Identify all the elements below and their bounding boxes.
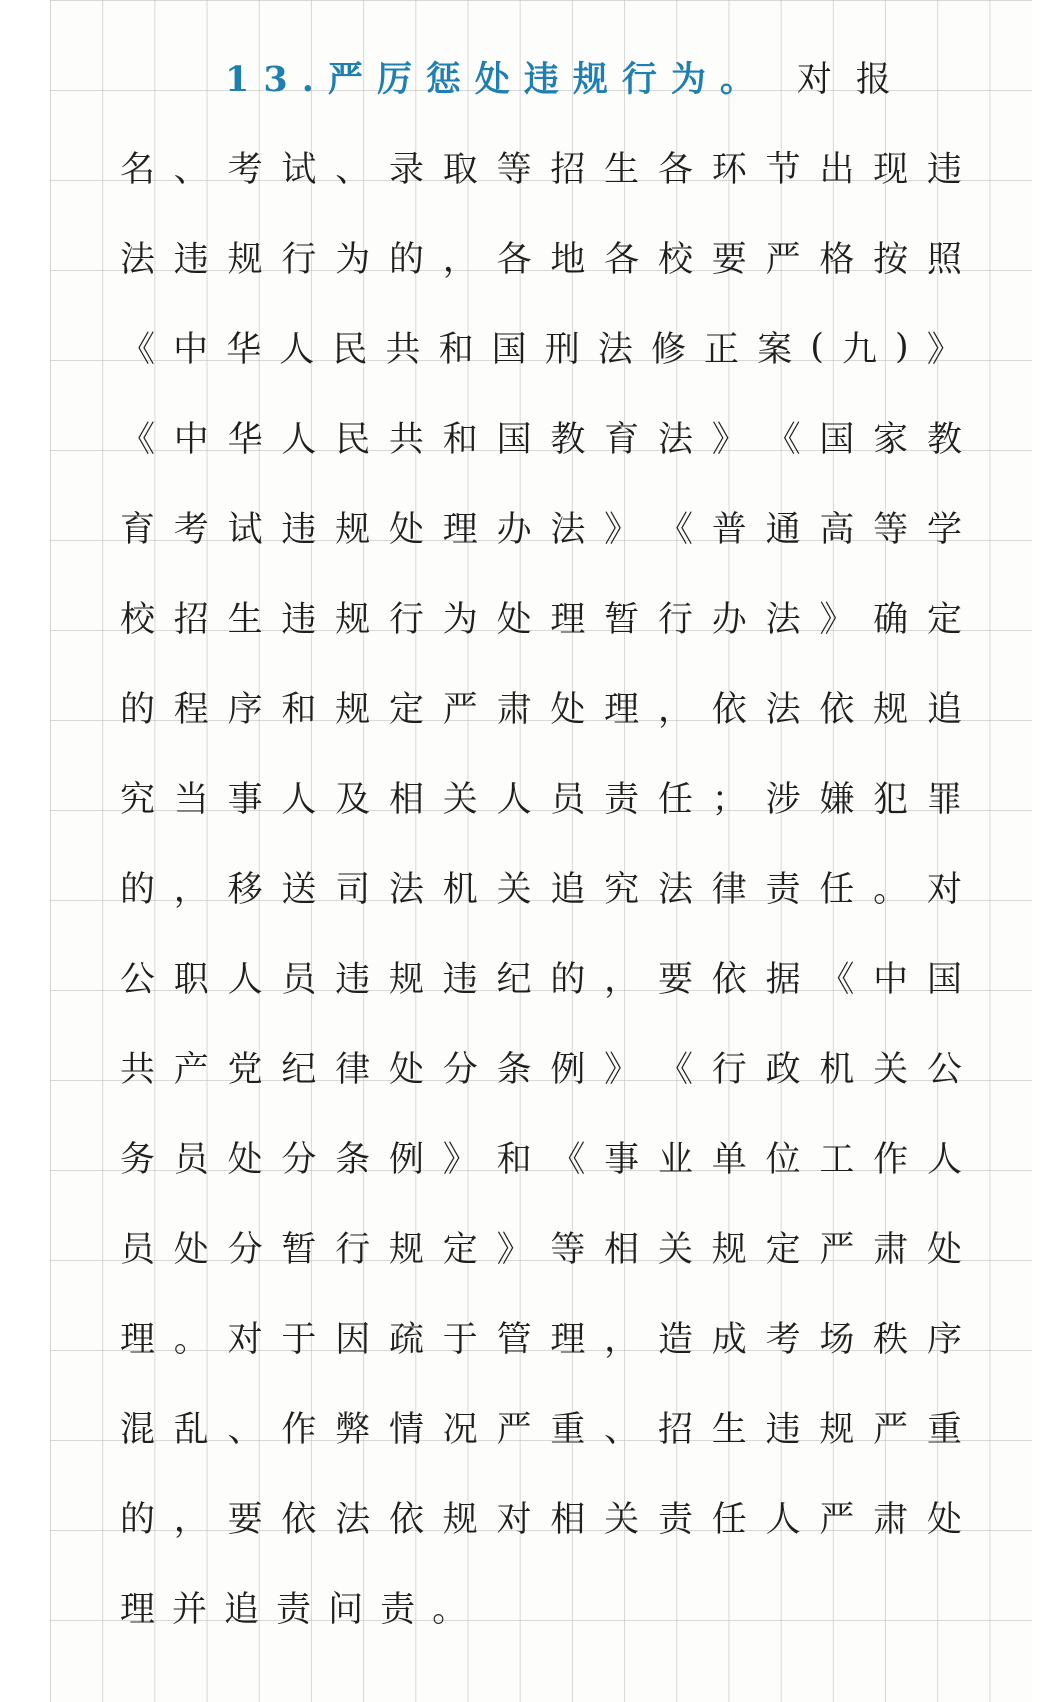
text-char: 案 (757, 330, 793, 370)
text-char: 办 (496, 510, 532, 550)
text-char: 节 (765, 150, 801, 190)
text-char: 公 (120, 960, 156, 1000)
text-char: 《 (120, 330, 156, 370)
text-char: 相 (388, 780, 424, 820)
text-char: 处 (926, 1500, 962, 1540)
text-char: ( (810, 327, 824, 367)
text-char: 人 (227, 960, 263, 1000)
text-char: 违 (765, 1410, 801, 1450)
text-char: 分 (227, 1230, 263, 1270)
text-char: 程 (173, 690, 209, 730)
text-char: 普 (711, 510, 747, 550)
text-line (120, 1292, 962, 1382)
text-char: 及 (335, 780, 371, 820)
text-char: 理 (550, 600, 586, 640)
text-char: 违 (442, 960, 478, 1000)
text-char: 定 (388, 690, 424, 730)
text-char: 责 (657, 1500, 693, 1540)
text-char: 《 (657, 1050, 693, 1090)
page-left-margin (0, 0, 50, 1702)
handwritten-text-block (120, 32, 962, 1652)
text-char: 理 (120, 1590, 156, 1630)
text-char: 肃 (873, 1500, 909, 1540)
text-char: 。 (873, 870, 909, 910)
text-char: 高 (819, 510, 855, 550)
text-char: 任 (819, 870, 855, 910)
text-line (120, 1202, 962, 1292)
text-char: 《 (657, 510, 693, 550)
text-char: 严 (765, 240, 801, 280)
text-line-first (120, 32, 962, 122)
text-char: 》 (442, 1140, 478, 1180)
text-char: 共 (388, 420, 424, 460)
text-char: 严 (442, 690, 478, 730)
text-char: 位 (765, 1140, 801, 1180)
text-char: 严 (873, 1410, 909, 1450)
text-char: 生 (711, 1410, 747, 1450)
text-char: 共 (120, 1050, 156, 1090)
text-char: 处 (227, 1140, 263, 1180)
text-char: 事 (604, 1140, 640, 1180)
text-char: 九 (841, 330, 877, 370)
text-char: 各 (496, 240, 532, 280)
text-char: 处 (496, 600, 532, 640)
text-char: 等 (550, 1230, 586, 1270)
text-char: ， (173, 1500, 209, 1540)
text-char: 照 (926, 240, 962, 280)
text-char: 关 (496, 870, 532, 910)
text-char: 责 (765, 870, 801, 910)
text-char: 各 (604, 240, 640, 280)
text-char: 肃 (873, 1230, 909, 1270)
text-line (120, 1112, 962, 1202)
text-char: 理 (442, 510, 478, 550)
text-char: 规 (388, 960, 424, 1000)
text-char: 严 (819, 1500, 855, 1540)
text-char: 规 (819, 1410, 855, 1450)
text-char: 民 (332, 330, 368, 370)
text-line (120, 842, 962, 932)
text-char: 条 (335, 1140, 371, 1180)
text-char: 相 (604, 1230, 640, 1270)
text-char: 格 (819, 240, 855, 280)
text-line (120, 932, 962, 1022)
text-char: 疏 (388, 1320, 424, 1360)
text-char: 例 (550, 1050, 586, 1090)
text-char: 据 (765, 960, 801, 1000)
text-line (120, 1382, 962, 1472)
text-char: 中 (873, 960, 909, 1000)
text-char: 律 (335, 1050, 371, 1090)
text-char: 》 (496, 1230, 532, 1270)
text-char: 》 (604, 1050, 640, 1090)
text-char: 犯 (873, 780, 909, 820)
text-char: 究 (120, 780, 156, 820)
text-char: 成 (711, 1320, 747, 1360)
text-char: 追 (224, 1590, 260, 1630)
text-char: 情 (388, 1410, 424, 1450)
text-char: 分 (281, 1140, 317, 1180)
section-heading: 13.严厉惩处违规行为。 (225, 59, 769, 100)
text-char: 出 (819, 150, 855, 190)
text-char: 党 (227, 1050, 263, 1090)
text-char: 序 (227, 690, 263, 730)
text-char: 人 (279, 330, 315, 370)
text-line (120, 1472, 962, 1562)
text-char: 学 (926, 510, 962, 550)
text-char: 规 (388, 1230, 424, 1270)
text-char: 、 (227, 1410, 263, 1450)
text-char: 规 (335, 690, 371, 730)
text-char: 通 (765, 510, 801, 550)
text-line (120, 122, 962, 212)
text-line (120, 482, 962, 572)
text-char: 取 (442, 150, 478, 190)
text-char: 、 (604, 1410, 640, 1450)
text-char: 试 (227, 510, 263, 550)
text-char: 依 (819, 690, 855, 730)
text-char: 考 (765, 1320, 801, 1360)
text-char: 的 (388, 240, 424, 280)
text-char: 规 (711, 1230, 747, 1270)
text-char: 为 (335, 240, 371, 280)
text-char: 》 (711, 420, 747, 460)
text-char: 理 (550, 1320, 586, 1360)
text-char: ， (604, 960, 640, 1000)
text-char: 国 (491, 330, 527, 370)
text-char: 秩 (873, 1320, 909, 1360)
text-line (120, 1022, 962, 1112)
text-char: 政 (765, 1050, 801, 1090)
text-char: 机 (819, 1050, 855, 1090)
text-char: 责 (604, 780, 640, 820)
text-char: 序 (926, 1320, 962, 1360)
text-char: 严 (496, 1410, 532, 1450)
text-char: 修 (650, 330, 686, 370)
text-char: 正 (704, 330, 740, 370)
text-char: 对 (926, 870, 962, 910)
text-char: 规 (442, 1500, 478, 1540)
text-char: 规 (227, 240, 263, 280)
text-char: 现 (873, 150, 909, 190)
text-char: 各 (657, 150, 693, 190)
text-char: 的 (550, 960, 586, 1000)
text-char: 》 (604, 510, 640, 550)
text-char: 作 (873, 1140, 909, 1180)
text-char: 法 (550, 510, 586, 550)
text-line (120, 392, 962, 482)
text-char: 员 (281, 960, 317, 1000)
text-char: 司 (335, 870, 371, 910)
text-char: 《 (765, 420, 801, 460)
text-char: 涉 (765, 780, 801, 820)
text-char: 重 (926, 1410, 962, 1450)
text-char: 况 (442, 1410, 478, 1450)
text-char: 行 (281, 240, 317, 280)
text-char: 依 (281, 1500, 317, 1540)
text-char: 华 (226, 330, 262, 370)
text-char: 依 (388, 1500, 424, 1540)
text-char: 例 (388, 1140, 424, 1180)
text-char: 送 (281, 870, 317, 910)
text-char: 。 (173, 1320, 209, 1360)
text-char: 定 (926, 600, 962, 640)
text-char: 刑 (544, 330, 580, 370)
text-char: 暂 (281, 1230, 317, 1270)
text-char: 办 (711, 600, 747, 640)
text-char: 中 (173, 330, 209, 370)
text-char: 法 (765, 600, 801, 640)
text-char: 家 (873, 420, 909, 460)
text-char: 校 (120, 600, 156, 640)
text-char: 处 (926, 1230, 962, 1270)
text-char: 违 (173, 240, 209, 280)
text-char: 因 (335, 1320, 371, 1360)
text-char: 关 (442, 780, 478, 820)
text-char: 地 (550, 240, 586, 280)
text-char: 法 (335, 1500, 371, 1540)
text-char: 等 (496, 150, 532, 190)
text-char: 纪 (281, 1050, 317, 1090)
text-char: 法 (597, 330, 633, 370)
text-char: 处 (550, 690, 586, 730)
text-char: 生 (604, 150, 640, 190)
text-char: 嫌 (819, 780, 855, 820)
text-char: 理 (120, 1320, 156, 1360)
text-char: 追 (550, 870, 586, 910)
text-char: 行 (388, 600, 424, 640)
text-char: 追 (926, 690, 962, 730)
text-char: 分 (442, 1050, 478, 1090)
text-char: 《 (550, 1140, 586, 1180)
text-char: 关 (604, 1500, 640, 1540)
text-char: 《 (120, 420, 156, 460)
text-char: 国 (926, 960, 962, 1000)
text-char: 并 (172, 1590, 208, 1630)
text-char: 规 (873, 690, 909, 730)
text-char: 纪 (496, 960, 532, 1000)
text-char: 中 (173, 420, 209, 460)
text-char: 机 (442, 870, 478, 910)
text-lines (120, 122, 962, 1652)
text-char: ， (442, 240, 478, 280)
text-char: 责 (380, 1590, 416, 1630)
text-char: 管 (496, 1320, 532, 1360)
text-char: 场 (819, 1320, 855, 1360)
text-line (120, 752, 962, 842)
text-char: 和 (438, 330, 474, 370)
text-char: 人 (926, 1140, 962, 1180)
text-char: 。 (432, 1590, 468, 1630)
text-char: 要 (657, 960, 693, 1000)
text-char: 人 (281, 780, 317, 820)
text-char: 法 (120, 240, 156, 280)
text-char: 名 (120, 150, 156, 190)
text-char: 行 (657, 600, 693, 640)
text-char: 移 (227, 870, 263, 910)
text-char: 的 (120, 870, 156, 910)
text-char: 责 (276, 1590, 312, 1630)
text-char: 、 (173, 150, 209, 190)
text-char: 教 (550, 420, 586, 460)
text-char: 造 (657, 1320, 693, 1360)
text-char: 和 (442, 420, 478, 460)
text-char: 招 (550, 150, 586, 190)
text-char: 校 (657, 240, 693, 280)
text-char: 、 (335, 150, 371, 190)
text-char: 处 (388, 510, 424, 550)
text-char: 的 (120, 690, 156, 730)
text-char: 公 (926, 1050, 962, 1090)
text-char: ， (657, 690, 693, 730)
text-char: 对 (496, 1500, 532, 1540)
text-char: 肃 (496, 690, 532, 730)
text-char: 规 (335, 510, 371, 550)
text-line (120, 302, 962, 392)
text-char: 按 (873, 240, 909, 280)
text-char: 当 (173, 780, 209, 820)
text-char: 罪 (926, 780, 962, 820)
text-char: 于 (442, 1320, 478, 1360)
text-char: 人 (281, 420, 317, 460)
text-char: 的 (120, 1500, 156, 1540)
text-char: 处 (173, 1230, 209, 1270)
text-char: 理 (604, 690, 640, 730)
text-char: ； (711, 780, 747, 820)
text-char: 考 (173, 510, 209, 550)
text-char: 民 (335, 420, 371, 460)
text-char: 育 (604, 420, 640, 460)
text-char: 严 (819, 1230, 855, 1270)
page-right-margin (1032, 0, 1060, 1702)
text-char: 关 (657, 1230, 693, 1270)
text-char: 《 (819, 960, 855, 1000)
text-char: 国 (819, 420, 855, 460)
text-char: 要 (711, 240, 747, 280)
text-char: ) (895, 327, 909, 367)
text-char: 究 (604, 870, 640, 910)
text-char: 处 (388, 1050, 424, 1090)
text-char: 招 (173, 600, 209, 640)
text-char: 产 (173, 1050, 209, 1090)
text-char: 招 (657, 1410, 693, 1450)
text-line (120, 212, 962, 302)
text-char: 法 (657, 420, 693, 460)
text-char: 违 (281, 600, 317, 640)
text-char: 员 (120, 1230, 156, 1270)
text-char: 相 (550, 1500, 586, 1540)
text-line (120, 572, 962, 662)
text-char: 于 (281, 1320, 317, 1360)
text-char: 对 (227, 1320, 263, 1360)
text-char: 问 (328, 1590, 364, 1630)
text-char: 考 (227, 150, 263, 190)
text-char: 依 (711, 960, 747, 1000)
text-char: 混 (120, 1410, 156, 1450)
text-char: 育 (120, 510, 156, 550)
text-char: 行 (335, 1230, 371, 1270)
text-char: 任 (657, 780, 693, 820)
text-char: 业 (657, 1140, 693, 1180)
text-char: 重 (550, 1410, 586, 1450)
text-char: 律 (711, 870, 747, 910)
text-char: 试 (281, 150, 317, 190)
text-char: 规 (335, 600, 371, 640)
text-line (120, 1562, 962, 1652)
text-char: 违 (335, 960, 371, 1000)
text-char: 依 (711, 690, 747, 730)
text-char: 国 (496, 420, 532, 460)
text-char: 生 (227, 600, 263, 640)
text-char: 和 (281, 690, 317, 730)
text-char: 法 (765, 690, 801, 730)
text-line-first-rest: 对报 (796, 60, 915, 100)
text-char: 华 (227, 420, 263, 460)
text-char: ， (173, 870, 209, 910)
text-char: 确 (873, 600, 909, 640)
text-char: 弊 (335, 1410, 371, 1450)
text-char: 定 (442, 1230, 478, 1270)
text-char: 条 (496, 1050, 532, 1090)
text-char: 工 (819, 1140, 855, 1180)
text-char: 》 (926, 330, 962, 370)
text-char: 环 (711, 150, 747, 190)
text-char: 单 (711, 1140, 747, 1180)
text-char: 等 (873, 510, 909, 550)
text-char: 要 (227, 1500, 263, 1540)
text-char: 事 (227, 780, 263, 820)
text-char: 为 (442, 600, 478, 640)
text-char: 法 (657, 870, 693, 910)
text-char: 违 (926, 150, 962, 190)
text-char: 》 (819, 600, 855, 640)
text-char: 乱 (173, 1410, 209, 1450)
text-char: 法 (388, 870, 424, 910)
text-char: 和 (496, 1140, 532, 1180)
text-char: 教 (926, 420, 962, 460)
text-char: 务 (120, 1140, 156, 1180)
text-char: 定 (765, 1230, 801, 1270)
text-char: 关 (873, 1050, 909, 1090)
text-char: 职 (173, 960, 209, 1000)
text-char: 行 (711, 1050, 747, 1090)
text-char: 共 (385, 330, 421, 370)
text-char: 员 (550, 780, 586, 820)
text-char: 员 (173, 1140, 209, 1180)
text-char: 人 (496, 780, 532, 820)
text-char: ， (604, 1320, 640, 1360)
text-char: 人 (765, 1500, 801, 1540)
text-char: 作 (281, 1410, 317, 1450)
text-line (120, 662, 962, 752)
text-char: 暂 (604, 600, 640, 640)
text-char: 违 (281, 510, 317, 550)
text-char: 录 (388, 150, 424, 190)
text-char: 任 (711, 1500, 747, 1540)
